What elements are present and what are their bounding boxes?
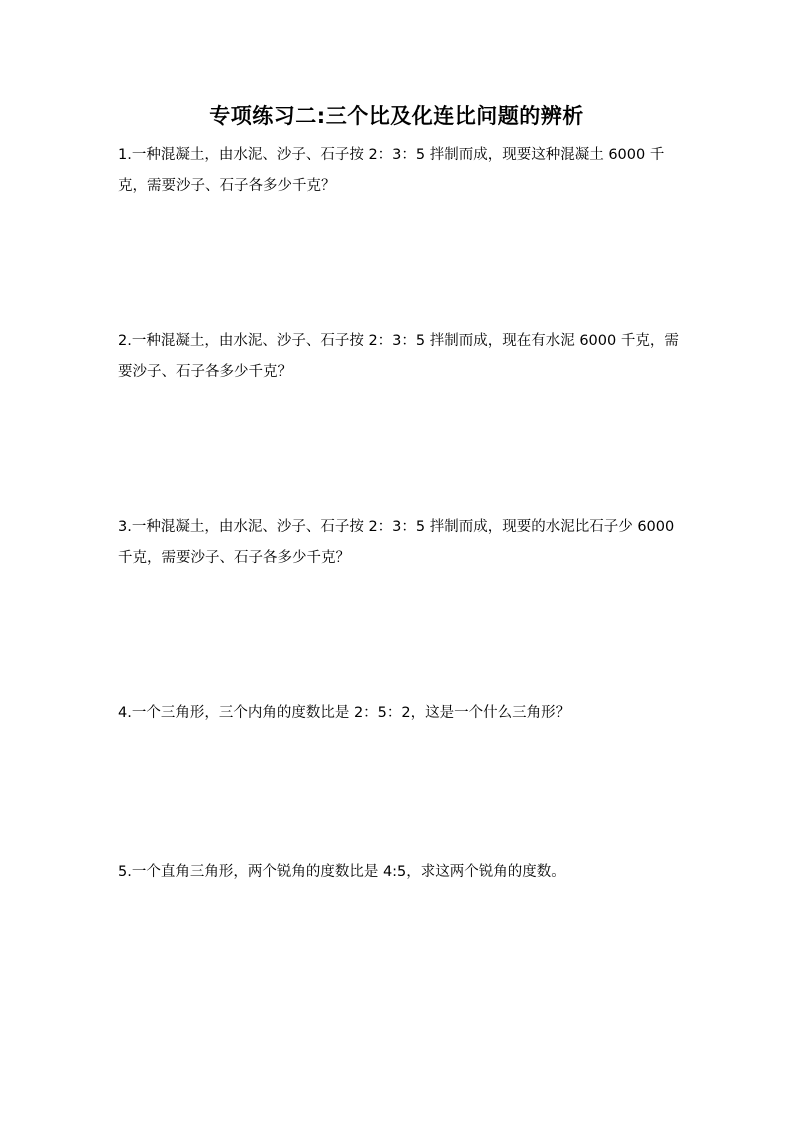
question-2: 2.一种混凝土，由水泥、沙子、石子按 2：3：5 拌制而成，现在有水泥 6000 千克，需要沙子、石子各多少千克？ bbox=[118, 333, 679, 380]
question-3: 3.一种混凝土，由水泥、沙子、石子按 2：3：5 拌制而成，现要的水泥比石子少 6000 千克，需要沙子、石子各多少千克？ bbox=[118, 519, 675, 566]
question-5: 5.一个直角三角形，两个锐角的度数比是 4:5，求这两个锐角的度数。 bbox=[118, 864, 566, 880]
question-4: 4.一个三角形，三个内角的度数比是 2：5：2，这是一个什么三角形？ bbox=[118, 705, 571, 721]
page-title: 专项练习二:三个比及化连比问题的辨析 bbox=[209, 104, 584, 128]
question-1: 1.一种混凝土，由水泥、沙子、石子按 2：3：5 拌制而成，现要这种混凝土 6000 千克，需要沙子、石子各多少千克？ bbox=[118, 147, 665, 194]
